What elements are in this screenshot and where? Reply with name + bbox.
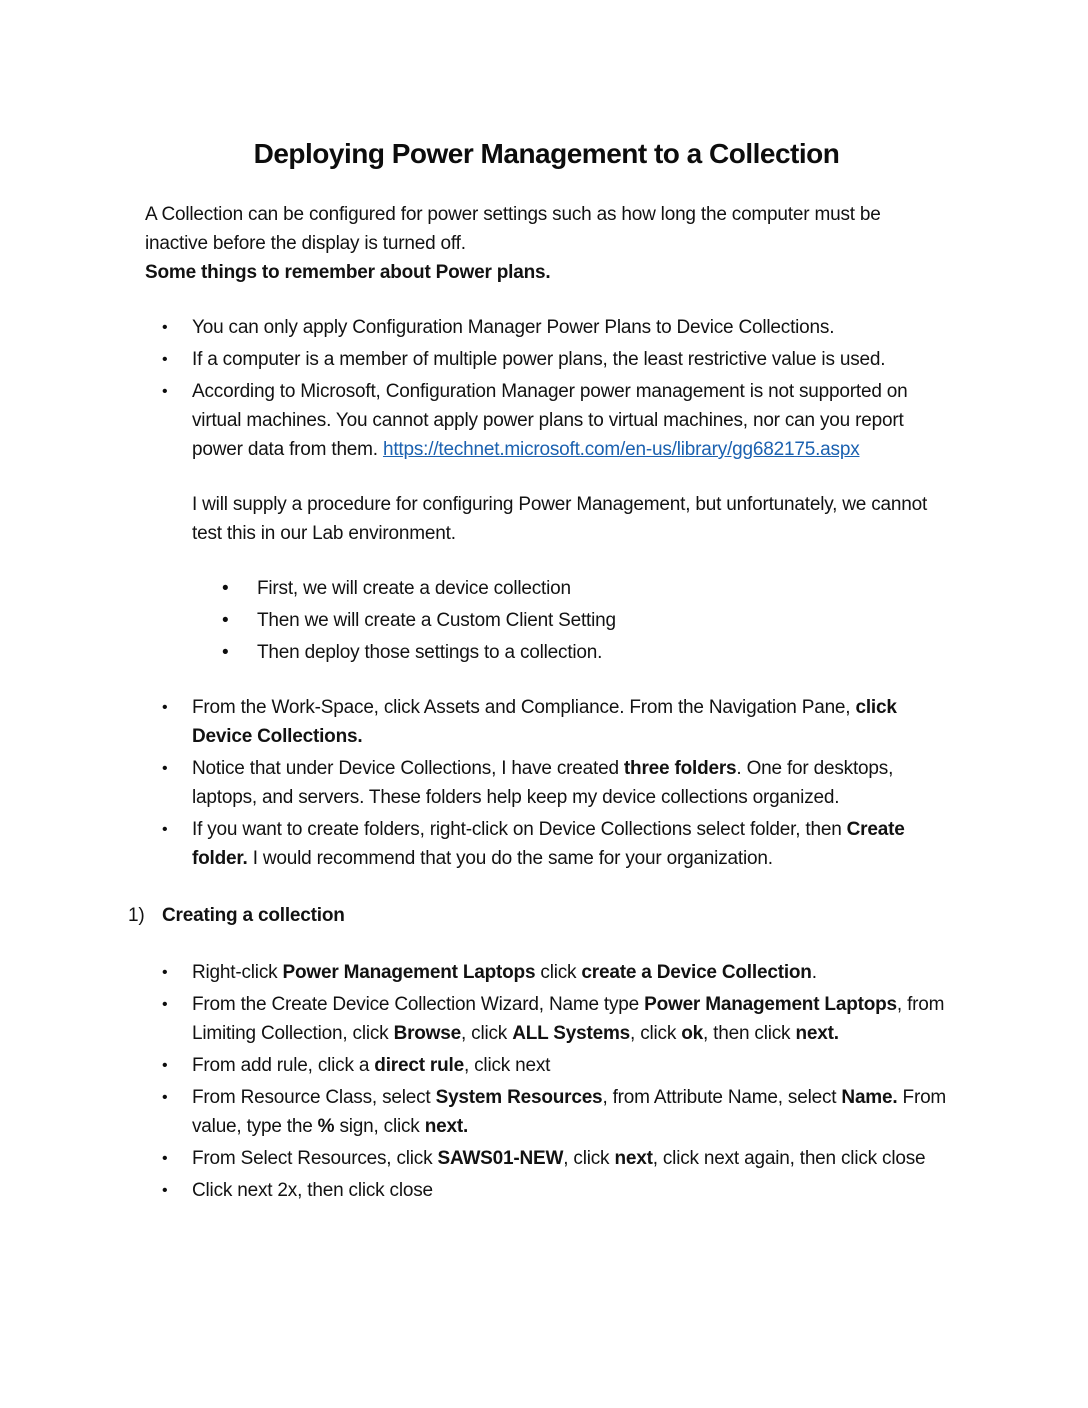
list-item	[145, 313, 948, 342]
bullet-icon: •	[162, 319, 168, 336]
bullet-icon: •	[162, 760, 168, 777]
list-item-text: If a computer is a member of multiple power plans, the least restrictive value is used.	[192, 349, 886, 370]
list-item	[145, 990, 948, 1048]
list-item-text: From the Create Device Collection Wizard, Name type Power Management Laptops, from Limiting Collection, click Browse, click ALL Systems, click ok, then click next.	[192, 994, 945, 1044]
list-item	[145, 1176, 948, 1205]
bullet-icon: •	[222, 642, 229, 663]
bullet-icon: •	[162, 383, 168, 400]
section-heading-number: 1)	[128, 905, 145, 926]
list-item-text: First, we will create a device collection	[257, 578, 571, 599]
plan-bullet-list	[145, 574, 948, 667]
list-item-text: Right-click Power Management Laptops click create a Device Collection.	[192, 962, 817, 983]
section-heading	[128, 901, 948, 930]
list-item-text: From Resource Class, select System Resources, from Attribute Name, select Name. From value, type the % sign, click next.	[192, 1087, 947, 1137]
list-item	[145, 345, 948, 374]
section-heading-label: Creating a collection	[162, 905, 345, 926]
note-paragraph: I will supply a procedure for configuring Power Management, but unfortunately, we cannot test this in our Lab environment.	[192, 494, 928, 544]
list-item	[145, 377, 948, 464]
list-item	[145, 754, 948, 812]
bullet-icon: •	[162, 821, 168, 838]
bullet-icon: •	[162, 1089, 168, 1106]
list-item	[222, 638, 948, 667]
bullet-icon: •	[222, 610, 229, 631]
list-item-text: From Select Resources, click SAWS01-NEW, click next, click next again, then click close	[192, 1148, 926, 1169]
list-item-text: Then we will create a Custom Client Setting	[257, 610, 616, 631]
list-item	[222, 606, 948, 635]
bullet-icon: •	[162, 351, 168, 368]
list-item	[145, 958, 948, 987]
document-title: Deploying Power Management to a Collection	[253, 138, 840, 169]
intro-bold-line: Some things to remember about Power plans.	[145, 262, 551, 283]
bullet-icon: •	[162, 964, 168, 981]
list-item-text: Then deploy those settings to a collection.	[257, 642, 603, 663]
list-item-text: From the Work-Space, click Assets and Compliance. From the Navigation Pane, click Device Collections.	[192, 697, 897, 747]
list-item	[145, 1144, 948, 1173]
list-item	[145, 1051, 948, 1080]
bullet-icon: •	[162, 1150, 168, 1167]
bullet-icon: •	[162, 996, 168, 1013]
list-item-text: If you want to create folders, right-click on Device Collections select folder, then Create folder. I would recommend that you do the same for your organization.	[192, 819, 905, 869]
bullet-icon: •	[162, 699, 168, 716]
list-item	[145, 815, 948, 873]
bullet-icon: •	[162, 1057, 168, 1074]
list-item-text: From add rule, click a direct rule, click next	[192, 1055, 551, 1076]
intro-paragraph: A Collection can be configured for power settings such as how long the computer must be inactive before the display is turned off.	[145, 204, 881, 254]
list-item	[145, 1083, 948, 1141]
list-item-text-segments: According to Microsoft, Configuration Manager power management is not supported on virtual machines. You cannot apply power plans to virtual machines, nor can you report power data from them.	[192, 381, 908, 460]
list-item-text: You can only apply Configuration Manager Power Plans to Device Collections.	[192, 317, 835, 338]
list-item-text: Click next 2x, then click close	[192, 1180, 433, 1201]
list-item	[145, 693, 948, 751]
list-item-text	[192, 377, 948, 464]
steps-bullet-list	[145, 958, 948, 1205]
navigation-bullet-list	[145, 693, 948, 873]
list-item-text: Notice that under Device Collections, I have created three folders. One for desktops, laptops, and servers. These folders help keep my device collections organized.	[192, 758, 894, 808]
overview-bullet-list	[145, 313, 948, 464]
technet-link[interactable]: https://technet.microsoft.com/en-us/library/gg682175.aspx	[382, 439, 860, 460]
list-item	[222, 574, 948, 603]
bullet-icon: •	[222, 578, 229, 599]
bullet-icon: •	[162, 1182, 168, 1199]
